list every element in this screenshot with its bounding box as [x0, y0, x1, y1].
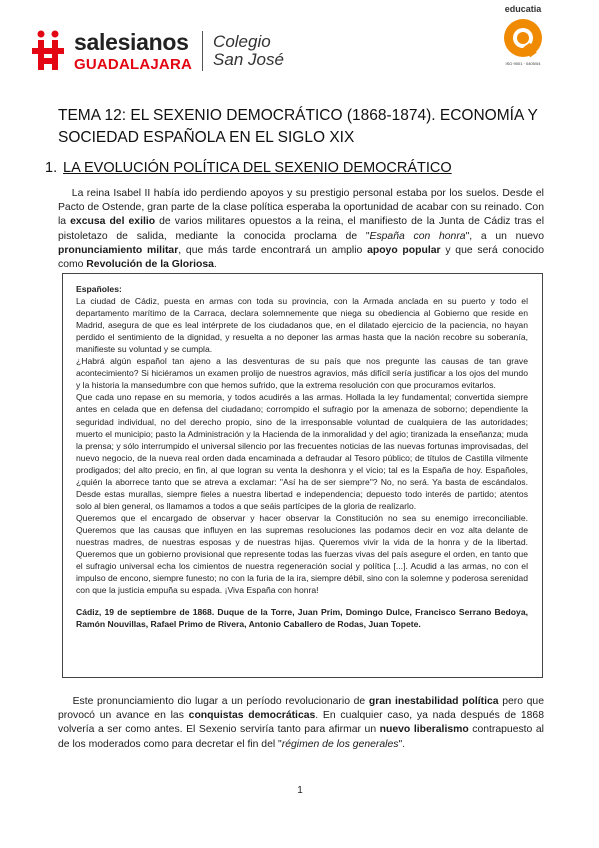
outro-italic-1: régimen de los generales — [281, 738, 399, 750]
section-heading — [45, 160, 452, 176]
outro-bold-3: nuevo liberalismo — [379, 724, 469, 736]
quote-header: Españoles: — [76, 284, 122, 294]
section-number: 1. — [45, 160, 58, 176]
quote-signature: Cádiz, 19 de septiembre de 1868. Duque de la Torre, Juan Prim, Domingo Dulce, Francisco Serrano Bedoya, Ramón Nouvillas, Rafael Primo de Rivera, Antonio Caballero de Rodas, Juan Topete. — [76, 607, 528, 630]
outro-bold-1: gran inestabilidad política — [368, 696, 499, 707]
intro-text-2: de varios militares opuestos a la reina, el manifiesto de la Junta de Cádiz tras el pistoletazo de salida, mediante la conocida proclama de " — [58, 216, 545, 242]
school-logo — [30, 26, 284, 76]
quote-paragraph-1: La ciudad de Cádiz, puesta en armas con toda su provincia, con la Armada anclada en su puerto y todo el departamento marítimo de la Carraca, declara solemnemente que niega su obediencia al Gobierno que reside en Madrid, asegura de que es leal intérprete de los ciudadanos que, en el dilatado ejercicio de la paciencia, no hayan perdido el sentimiento de la dignidad, y resuelta a no deponer las armas hasta que la nación recobre su soberanía, manifieste su voluntad y se cumpla. — [76, 296, 528, 355]
intro-bold-3: apoyo popular — [367, 244, 441, 256]
page-title: TEMA 12: EL SEXENIO DEMOCRÁTICO (1868-1874). ECONOMÍA Y SOCIEDAD ESPAÑOLA EN EL SIGLO XIX — [58, 107, 538, 146]
salesianos-emblem-icon — [30, 28, 66, 74]
quote-paragraph-2: ¿Habrá algún español tan ajeno a las desventuras de su país que nos pregunte las causas de tan grave acontecimiento? Si hiciéramos un examen prolijo de nuestros agravios, más difícil sería justificar a los ojos del mundo y la historia la mansedumbre con que hemos sufrido, que la extrema resolución con que procuramos evitarlos. — [76, 356, 528, 391]
cert-brand: educatia — [504, 4, 542, 14]
intro-paragraph — [58, 187, 544, 272]
outro-text-2: pero que provocó un avance en las — [58, 696, 544, 722]
outro-text-5: ". — [398, 738, 406, 750]
outro-text-1: Este pronunciamiento dio lugar a un período revolucionario de — [72, 696, 369, 707]
intro-bold-1: excusa del exilio — [70, 216, 156, 228]
intro-bold-2: pronunciamiento militar — [58, 244, 179, 256]
cert-caption: ISO 9001 · 0405/04 — [505, 61, 541, 66]
quote-paragraph-3: Que cada uno repase en su memoria, y todos acudirés a las armas. Hollada la ley fundamental; convertida siempre antes en celada que en defensa del ciudadano; corrompido el sufragio por la amenaza de soborno; dependiente la seguridad individual, no del derecho propio, sino de la irresponsable voluntad de cualquiera de las autoridades; muerto el municipio; pasto la Administración y la Hacienda de la inmoralidad y del agio; tiranizada la enseñanza; muda la prensa; y sólo interrumpido el universal silencio por las frecuentes noticias de las nuevas fortunas improvisadas, del nuevo negocio, de la nueva real orden dada encaminada a defraudar al Tesoro público; de títulos de Castilla vilmente prodigados; del alto precio, en fin, al que logran su venta la deshonra y el vicio; tal es la España de hoy. Españoles, ¿quién la aborrece tanto que se atreva a exclamar: "Así ha de ser siempre"? No, no será. Ya basta de escándalos. Desde estas murallas, siempre fieles a nuestra libertad e independencia; depuesto todo interés de partido; atentos solo al bien general, os llamamos a todos a que seáis partícipes de la gloria de realizarlo. — [76, 392, 528, 511]
colegio-line-1: Colegio — [213, 32, 271, 52]
section-title: LA EVOLUCIÓN POLÍTICA DEL SEXENIO DEMOCRÁTICO — [63, 160, 452, 176]
outro-text-4: contrapuesto al de los moderados como para decretar el fin del " — [58, 724, 544, 750]
intro-bold-4: Revolución de la Gloriosa — [86, 259, 214, 271]
page-number: 1 — [297, 785, 303, 796]
outro-text-3: . En cualquier caso, ya nada después de 1868 volvería a ser como antes. El Sexenio serviría tanto para afirmar un — [58, 710, 544, 736]
quote-paragraph-4: Queremos que el encargado de observar y hacer observar la Constitución no sea su enemigo irreconciliable. Queremos que las causas que influyen en las supremas resoluciones las podamos decir en voz alta delante de nuestras madres, de nuestras esposas y de nuestras hijas. Queremos vivir la vida de la honra y de la libertad. Queremos que un gobierno provisional que represente todas las fuerzas vivas del país asegure el orden, en tanto que el sufragio universal echa los cimientos de nuestra regeneración social y política [...]. Acudid a las armas, no con el impulso de encono, siempre funesto; no con la furia de la ira, siempre débil, sino con la solemne y poderosa serenidad con que la justicia empuña su espada. ¡Viva España con honra! — [76, 512, 528, 596]
intro-italic-1: España con honra — [369, 230, 466, 242]
logo-divider — [202, 31, 203, 71]
quality-badge-icon — [500, 16, 546, 62]
intro-text-4: , que más tarde encontrará un amplio — [178, 244, 368, 256]
certification-seal — [486, 4, 560, 67]
intro-text-3: ", a un nuevo — [465, 230, 544, 242]
manifesto-quote-box — [62, 273, 543, 678]
outro-paragraph — [58, 695, 544, 752]
outro-bold-2: conquistas democráticas — [188, 710, 316, 722]
intro-text-6: . — [213, 259, 217, 271]
intro-text-1: La reina Isabel II había ido perdiendo apoyos y su prestigio personal estaba por los suelos. Desde el Pacto de Ostende, gran parte de la clase política esperaba la oportunidad de acabar con su reinado. Con la — [58, 188, 544, 228]
intro-text-5: y que será conocido como — [58, 244, 544, 271]
brand-name: salesianos — [74, 28, 189, 55]
colegio-line-2: San José — [213, 50, 284, 69]
brand-subtitle: GUADALAJARA — [74, 55, 193, 73]
